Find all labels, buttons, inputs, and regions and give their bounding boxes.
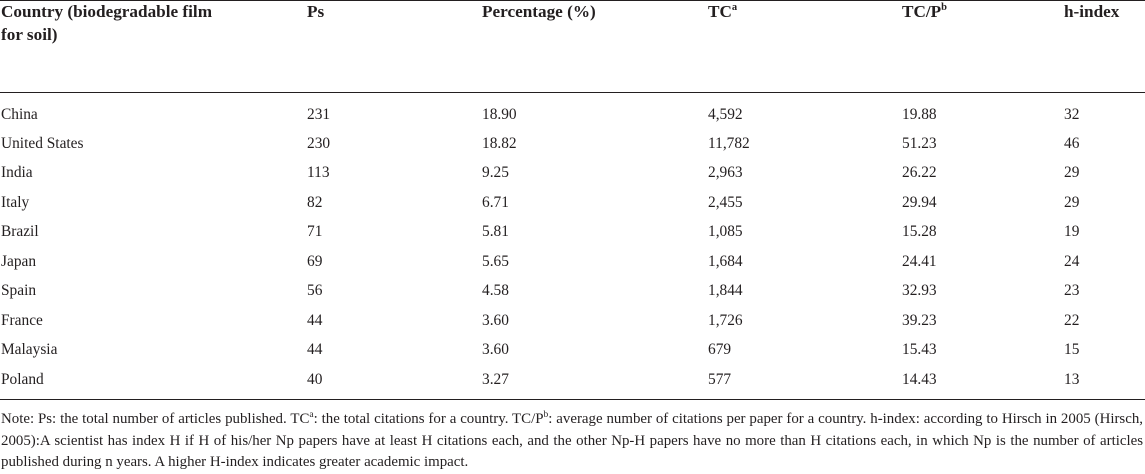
percentage-cell: 18.82 <box>482 134 517 152</box>
h-index-cell: 15 <box>1064 341 1080 359</box>
tc-cell: 679 <box>708 341 732 359</box>
tc-cell: 11,782 <box>708 134 750 152</box>
percentage-cell: 3.60 <box>482 311 509 329</box>
table-row <box>0 158 1145 187</box>
ps-cell: 82 <box>307 193 323 211</box>
table-row <box>0 217 1145 246</box>
country-cell: France <box>1 311 43 329</box>
tc-cell: 2,455 <box>708 193 743 211</box>
h-index-cell: 46 <box>1064 134 1080 152</box>
table-row <box>0 129 1145 158</box>
h-index-cell: 29 <box>1064 193 1080 211</box>
header-tc-per-paper: $TC/P^b$ <box>902 2 947 21</box>
h-index-cell: 32 <box>1064 105 1080 123</box>
percentage-cell: 5.65 <box>482 252 509 270</box>
ps-cell: 44 <box>307 311 323 329</box>
tc-per-paper-cell: 15.43 <box>902 341 937 359</box>
percentage-cell: 18.90 <box>482 105 517 123</box>
tc-per-paper-cell: 26.22 <box>902 164 937 182</box>
percentage-cell: 5.81 <box>482 223 509 241</box>
table-row <box>0 188 1145 217</box>
country-cell: Poland <box>1 370 44 388</box>
table-row <box>0 365 1145 394</box>
tc-per-paper-cell: 14.43 <box>902 370 937 388</box>
ps-cell: 231 <box>307 105 331 123</box>
h-index-cell: 22 <box>1064 311 1080 329</box>
tc-cell: 1,726 <box>708 311 743 329</box>
percentage-cell: 3.27 <box>482 370 509 388</box>
header-tcp-superscript: b <box>941 2 947 13</box>
table-row <box>0 306 1145 335</box>
percentage-cell: 4.58 <box>482 282 509 300</box>
tc-per-paper-cell: 29.94 <box>902 193 937 211</box>
ps-cell: 113 <box>307 164 330 182</box>
tc-per-paper-cell: 15.28 <box>902 223 937 241</box>
header-percentage: Percentage (%) <box>482 2 596 21</box>
country-cell: Spain <box>1 282 37 300</box>
ps-cell: 69 <box>307 252 323 270</box>
header-divider-rule <box>0 92 1145 93</box>
percentage-cell: 9.25 <box>482 164 509 182</box>
table-bottom-rule <box>0 399 1145 400</box>
tc-cell: 1,684 <box>708 252 743 270</box>
header-h-index: h-index <box>1064 2 1120 21</box>
tc-per-paper-cell: 39.23 <box>902 311 937 329</box>
table-row <box>0 247 1145 276</box>
h-index-cell: 29 <box>1064 164 1080 182</box>
country-cell: Japan <box>1 252 37 270</box>
country-cell: United States <box>1 134 84 152</box>
ps-cell: 230 <box>307 134 331 152</box>
tc-cell: 1,844 <box>708 282 743 300</box>
percentage-cell: 3.60 <box>482 341 509 359</box>
percentage-cell: 6.71 <box>482 193 509 211</box>
header-tc: $TC^a$ <box>708 2 738 21</box>
tc-cell: 4,592 <box>708 105 743 123</box>
country-cell: India <box>1 164 33 182</box>
header-ps: Ps <box>307 2 325 21</box>
ps-cell: 71 <box>307 223 323 241</box>
table-footnote: Note: Ps: the total number of articles published. $TC^a$: the total citations for a country. $TC/P^b$: average number of citations per paper for a country. h-index: according to Hirsch in 2005 (Hirsch, 2005):A scientist has index H if H of his/her Np papers have at least H citations each, and the other Np-H papers have no more than H citations each, in which Np is the number of articles published during n years. A higher H-index indicates greater academic impact. <box>1 410 1143 470</box>
table-row <box>0 100 1145 129</box>
tc-cell: 1,085 <box>708 223 743 241</box>
header-tc-superscript: a <box>731 2 738 13</box>
h-index-cell: 23 <box>1064 282 1080 300</box>
h-index-cell: 24 <box>1064 252 1080 270</box>
country-cell: Brazil <box>1 223 39 241</box>
tc-per-paper-cell: 32.93 <box>902 282 937 300</box>
h-index-cell: 13 <box>1064 370 1080 388</box>
tc-cell: 577 <box>708 370 732 388</box>
country-cell: Malaysia <box>1 341 58 359</box>
table-row <box>0 335 1145 364</box>
tc-per-paper-cell: 19.88 <box>902 105 937 123</box>
tc-cell: 2,963 <box>708 164 743 182</box>
header-country: Country (biodegradable film for soil) <box>1 2 213 44</box>
country-cell: Italy <box>1 193 30 211</box>
ps-cell: 44 <box>307 341 323 359</box>
ps-cell: 56 <box>307 282 323 300</box>
table-row <box>0 276 1145 305</box>
ps-cell: 40 <box>307 370 323 388</box>
h-index-cell: 19 <box>1064 223 1080 241</box>
tc-per-paper-cell: 51.23 <box>902 134 937 152</box>
tc-per-paper-cell: 24.41 <box>902 252 937 270</box>
country-cell: China <box>1 105 38 123</box>
